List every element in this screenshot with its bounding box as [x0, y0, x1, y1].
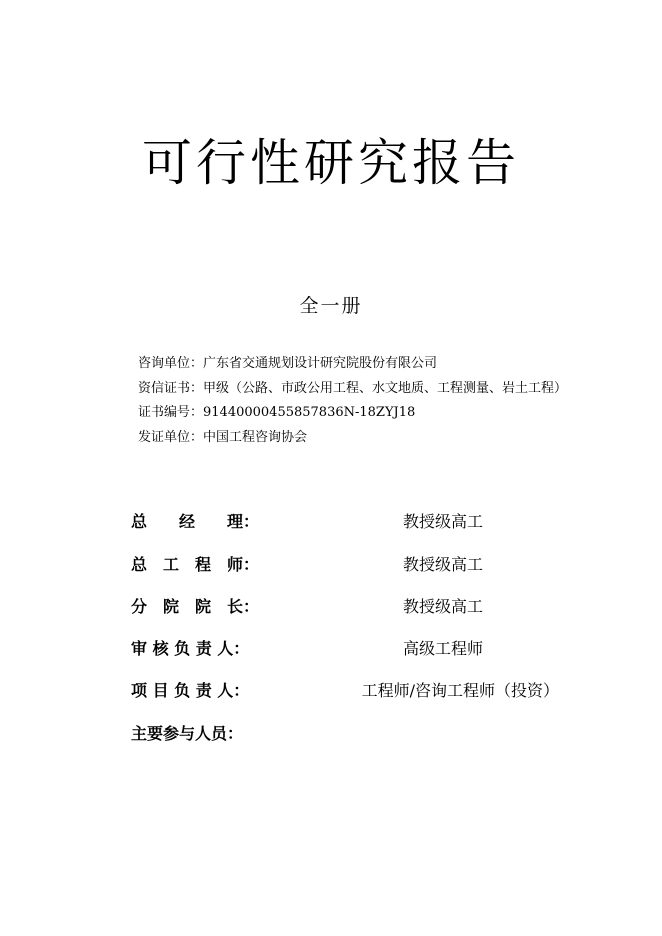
- issuing-unit-label: 发证单位：: [138, 429, 204, 445]
- report-title: 可行性研究报告: [142, 134, 520, 192]
- certificate-number-value: 91440000455857836N-18ZYJ18: [203, 405, 416, 420]
- general-manager-row: [131, 507, 581, 537]
- general-manager-title: 教授级高工: [402, 512, 483, 531]
- issuing-unit-row: [138, 426, 567, 451]
- branch-director-row: [131, 592, 581, 622]
- branch-director-title: 教授级高工: [402, 597, 483, 616]
- consulting-info-block: [138, 352, 567, 450]
- project-lead-label: 项 目 负 责 人：: [131, 681, 250, 700]
- certificate-number-label: 证书编号：: [138, 405, 204, 420]
- qualification-certificate-label: 资信证书：: [138, 380, 204, 396]
- volume-label: 全一册: [299, 295, 363, 317]
- chief-engineer-label: 总 工 程 师：: [131, 555, 260, 574]
- main-participants-row: [131, 719, 581, 749]
- qualification-certificate-row: [138, 377, 567, 402]
- review-lead-row: [131, 634, 581, 664]
- chief-engineer-row: [131, 550, 581, 580]
- consulting-unit-value: 广东省交通规划设计研究院股份有限公司: [203, 356, 438, 371]
- branch-director-label: 分 院 院 长：: [131, 597, 260, 616]
- general-manager-label: 总 经 理：: [131, 512, 260, 531]
- consulting-unit-row: [138, 352, 567, 377]
- certificate-number-row: [138, 401, 567, 426]
- review-lead-label: 审 核 负 责 人：: [131, 639, 250, 658]
- project-lead-row: [131, 676, 581, 706]
- main-participants-label: 主要参与人员：: [131, 724, 244, 743]
- consulting-unit-label: 咨询单位：: [138, 356, 204, 371]
- review-lead-title: 高级工程师: [402, 639, 483, 658]
- qualification-certificate-value: 甲级（公路、市政公用工程、水文地质、工程测量、岩土工程）: [203, 380, 568, 396]
- project-lead-title: 工程师/咨询工程师（投资）: [361, 681, 559, 700]
- chief-engineer-title: 教授级高工: [402, 555, 483, 574]
- issuing-unit-value: 中国工程咨询协会: [203, 429, 308, 445]
